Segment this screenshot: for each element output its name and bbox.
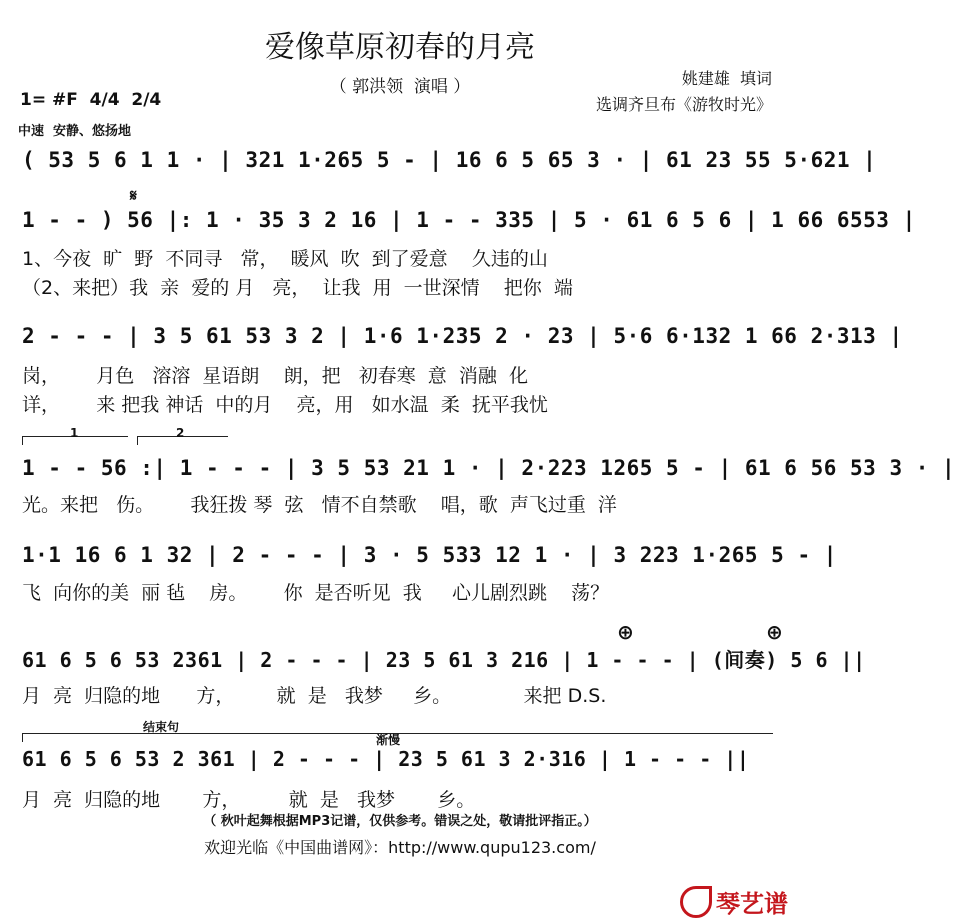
logo-text: 琴艺谱 [716, 890, 788, 918]
segno-icon: 𝄋 [130, 186, 137, 205]
logo-icon [680, 886, 712, 918]
volta-number-2: 2 [176, 426, 185, 440]
notation-line-5: 1·1 16 6 1 32 | 2 - - - | 3 · 5 533 12 1 · | 3 223 1·265 5 - | [22, 543, 837, 567]
lyric-line-3a: 岗， 月色 溶溶 星语朗 朗，把 初春寒 意 消融 化 [22, 365, 528, 387]
notation-line-1: ( 53 5 6 1 1 · | 321 1·265 5 - | 16 6 5 65 3 · | 61 23 55 5·621 | [22, 148, 877, 172]
notation-line-6: 61 6 5 6 53 2361 | 2 - - - | 23 5 61 3 216 | 1 - - - | (间奏) 5 6 || [22, 648, 866, 672]
notation-line-4: 1 - - 56 :| 1 - - - | 3 5 53 21 1 · | 2·223 1265 5 - | 61 6 56 53 3 · | [22, 456, 955, 480]
tempo-marking: 中速 安静、悠扬地 [18, 124, 132, 139]
singer-credit: （ 郭洪领 演唱 ） [329, 77, 471, 97]
lyric-line-5: 飞 向你的美 丽 毡 房。 你 是否听见 我 心儿剧烈跳 荡？ [22, 582, 610, 604]
composer-credit: 选调齐旦布《游牧时光》 [595, 95, 772, 114]
volta-number-1: 1 [70, 426, 79, 440]
lyric-line-2b: （2、来把）我 亲 爱的 月 亮， 让我 用 一世深情 把你 端 [22, 277, 573, 299]
lyric-line-6: 月 亮 归隐的地 方， 就 是 我梦 乡。 来把 D.S. [22, 685, 607, 707]
ritardando-label: 渐慢 [376, 733, 401, 747]
page-title: 爱像草原初春的月亮 [265, 30, 535, 65]
key-signature: 1= #F 4/4 2/4 [20, 90, 162, 110]
lyric-line-7: 月 亮 归隐的地 方， 就 是 我梦 乡。 [22, 789, 476, 811]
lyricist-credit: 姚建雄 填词 [681, 69, 772, 88]
coda-icon-end: ⊕ [766, 620, 783, 644]
lyric-line-4: 光。来把 伤。 我狂拨 琴 弦 情不自禁歌 唱，歌 声飞过重 洋 [22, 494, 617, 516]
lyric-line-2a: 1、今夜 旷 野 不同寻 常， 暖风 吹 到了爱意 久违的山 [22, 248, 548, 270]
notation-line-3: 2 - - - | 3 5 61 53 3 2 | 1·6 1·235 2 · 23 | 5·6 6·132 1 66 2·313 | [22, 324, 903, 348]
website-link[interactable]: 欢迎光临《中国曲谱网》：http://www.qupu123.com/ [204, 838, 596, 857]
coda-icon: ⊕ [617, 620, 634, 644]
notation-line-7: 61 6 5 6 53 2 361 | 2 - - - | 23 5 61 3 2·316 | 1 - - - || [22, 747, 750, 771]
notation-line-2: 1 - - ) 56 |: 1 · 35 3 2 16 | 1 - - 335 | 5 · 61 6 5 6 | 1 66 6553 | [22, 208, 916, 232]
ending-label: 结束句 [143, 720, 180, 734]
transcription-note: （ 秋叶起舞根据MP3记谱，仅供参考。错误之处，敬请批评指正。） [203, 814, 597, 829]
lyric-line-3b: 详， 来 把我 神话 中的月 亮，用 如水温 柔 抚平我忧 [22, 394, 548, 416]
site-logo [663, 856, 788, 919]
